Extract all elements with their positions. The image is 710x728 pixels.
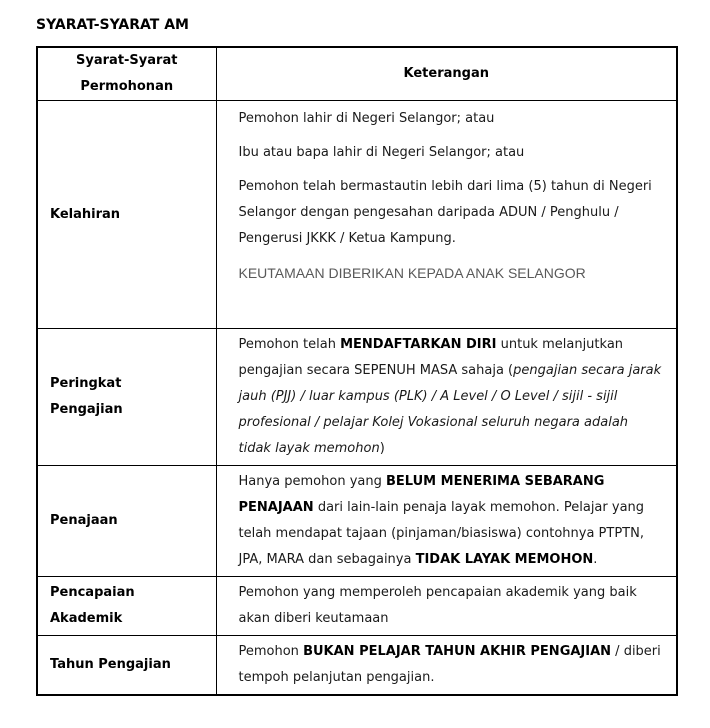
- text-segment: Pemohon yang memperoleh pencapaian akademik yang baik akan diberi keutamaan: [238, 585, 637, 626]
- page-title: SYARAT-SYARAT AM: [36, 17, 189, 33]
- text-segment: untuk melanjutkan pengajian secara SEPENUH MASA sahaja (: [238, 337, 624, 378]
- paragraph: [239, 332, 663, 462]
- table-row-pencapaian-akademik: [37, 577, 677, 636]
- requirement-description-penajaan: [216, 466, 677, 577]
- text-segment: .: [593, 552, 598, 567]
- text-segment: / diberi tempoh pelanjutan pengajian.: [238, 644, 661, 685]
- text-segment: BELUM MENERIMA SEBARANG PENAJAAN: [238, 474, 605, 515]
- table-row-peringkat-pengajian: [37, 329, 677, 466]
- requirement-description-pencapaian-akademik: [216, 577, 677, 636]
- paragraph: [239, 140, 663, 166]
- text-segment: MENDAFTARKAN DIRI: [340, 337, 497, 352]
- text-segment: KEUTAMAAN DIBERIKAN KEPADA ANAK SELANGOR: [238, 265, 586, 281]
- text-segment: Pemohon lahir di Negeri Selangor; atau: [238, 111, 495, 126]
- paragraph: [239, 260, 663, 288]
- requirement-description-tahun-pengajian: [216, 636, 677, 696]
- table-row-kelahiran: [37, 101, 677, 329]
- text-segment: ): [379, 441, 385, 456]
- text-segment: Pemohon: [238, 644, 304, 659]
- text-segment: BUKAN PELAJAR TAHUN AKHIR PENGAJIAN: [303, 644, 612, 659]
- paragraph: [239, 174, 663, 252]
- column-header-keterangan: Keterangan: [216, 47, 677, 101]
- paragraph: [239, 580, 663, 632]
- table-row-tahun-pengajian: [37, 636, 677, 696]
- paragraph: [239, 469, 663, 573]
- table-row-penajaan: [37, 466, 677, 577]
- table-header-row: [37, 47, 677, 101]
- paragraph: [239, 106, 663, 132]
- paragraph: [239, 639, 663, 691]
- text-segment: Ibu atau bapa lahir di Negeri Selangor; atau: [238, 145, 525, 160]
- requirement-description-kelahiran: [216, 101, 677, 329]
- text-segment: pengajian secara jarak jauh (PJJ) / luar kampus (PLK) / A Level / O Level / sijil - sijil profesional / pelajar Kolej Vokasional seluruh negara adalah tidak layak memohon: [238, 363, 662, 456]
- requirement-label-tahun-pengajian: Tahun Pengajian: [37, 636, 216, 696]
- requirement-label-penajaan: Penajaan: [37, 466, 216, 577]
- requirement-description-peringkat-pengajian: [216, 329, 677, 466]
- text-segment: Pemohon telah: [238, 337, 341, 352]
- text-segment: TIDAK LAYAK MEMOHON: [415, 552, 594, 567]
- text-segment: Hanya pemohon yang: [238, 474, 386, 489]
- text-segment: dari lain-lain penaja layak memohon. Pelajar yang telah mendapat tajaan (pinjaman/biasiswa) contohnya PTPTN, JPA, MARA dan sebagainya: [238, 500, 645, 567]
- column-header-syarat-permohonan: Syarat-Syarat Permohonan: [37, 47, 216, 101]
- requirement-label-kelahiran: Kelahiran: [37, 101, 216, 329]
- requirement-label-peringkat-pengajian: Peringkat Pengajian: [37, 329, 216, 466]
- text-segment: Pemohon telah bermastautin lebih dari lima (5) tahun di Negeri Selangor dengan pengesahan daripada ADUN / Penghulu / Pengerusi JKKK / Ketua Kampung.: [238, 179, 652, 246]
- requirements-table: [36, 46, 678, 696]
- requirement-label-pencapaian-akademik: Pencapaian Akademik: [37, 577, 216, 636]
